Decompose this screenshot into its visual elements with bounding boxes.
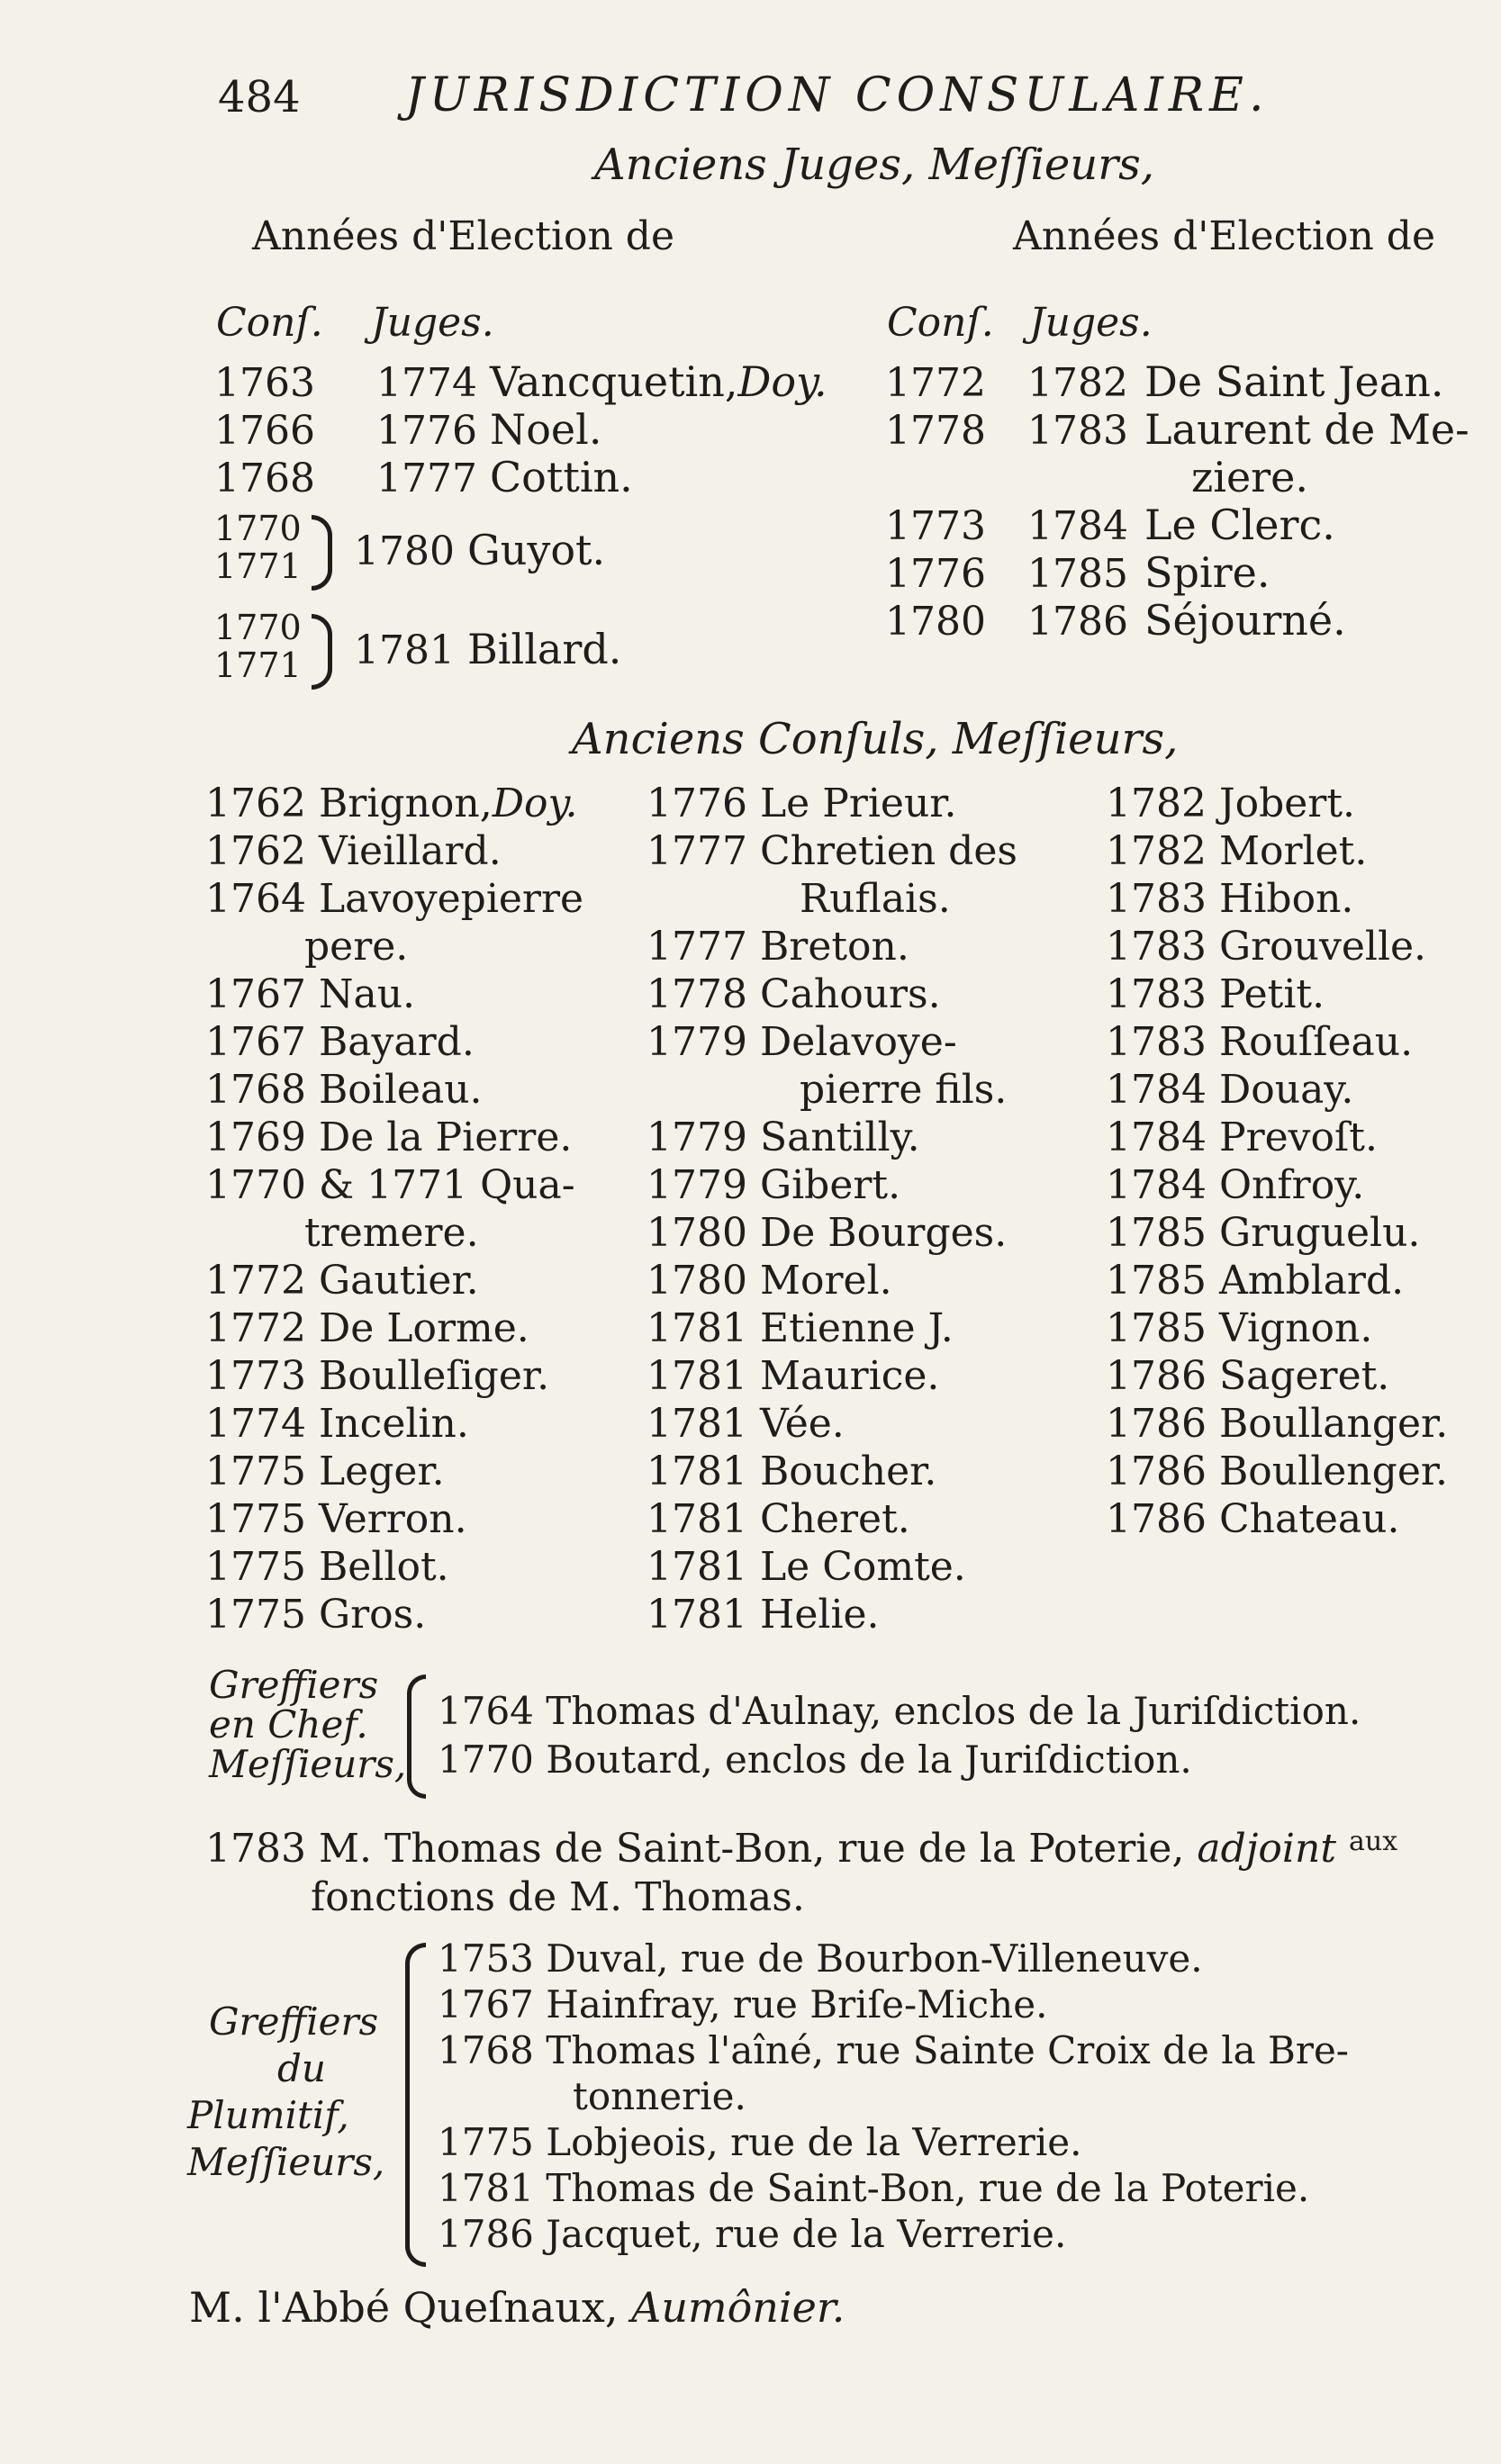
conf-year: 1771 [214,645,302,685]
conf-year: 1766 [214,408,315,454]
greffier-entry: tonnerie. [573,2074,746,2118]
juge-name: Spire. [1144,548,1270,597]
juge-year: 1781 [354,627,455,673]
consul-entry: 1781 Vée. [647,1401,845,1447]
consul-entry: 1783 Rouſſeau. [1106,1019,1414,1065]
juges-row [214,358,827,406]
consul-entry: 1785 Gruguelu. [1106,1210,1421,1256]
greffiers-chef-entries [438,1687,1361,1784]
juge-name: De Saint Jean. [1144,357,1444,406]
greffiers-plumitif-brace [405,1943,426,2267]
consul-entry: 1781 Cheret. [647,1496,910,1542]
juge-year: 1784 [1027,503,1128,549]
juge-name: Le Clerc. [1144,501,1335,549]
conf-year: 1773 [885,503,986,549]
consul-entry: pierre fils. [800,1067,1008,1113]
consul-entry: 1772 Gautier. [205,1258,479,1304]
conf-year: 1770 [214,509,302,548]
juges-row [885,406,1469,454]
greffier-entry: 1768 Thomas l'aîné, rue Sainte Croix de la Bre- [438,2028,1349,2072]
running-title: JURISDICTION CONSULAIRE. [405,68,1270,122]
consul-entry: 1786 Chateau. [1106,1496,1400,1542]
consul-entry: 1775 Verron. [205,1496,467,1542]
adjoint-line-2: fonctions de M. Thomas. [311,1874,805,1920]
adjoint-line-1: 1783 M. Thomas de Saint-Bon, rue de la Poterie, adjoint $^{aux}$ [205,1826,1398,1872]
consul-entry: 1785 Amblard. [1106,1258,1405,1304]
brace-row-2 [354,625,621,673]
greffiers-plumitif-entries [438,1936,1349,2257]
consul-entry: 1776 Le Prieur. [647,781,957,826]
juge-year: 1777 [375,456,477,501]
consul-entry: 1780 De Bourges. [647,1210,1008,1256]
left-annees-heading: Années d'Election de [252,213,675,259]
greffier-entry: 1781 Thomas de Saint-Bon, rue de la Poterie. [438,2166,1310,2210]
greffier-entry: 1764 Thomas d'Aulnay, enclos de la Juriſdiction. [438,1689,1361,1733]
consul-entry: 1777 Chretien des [647,828,1017,874]
left-juges-list [214,358,827,501]
consul-entry: 1777 Breton. [647,924,909,970]
consul-entry: 1773 Boulleſiger. [205,1353,550,1399]
juge-year: 1786 [1027,599,1128,645]
right-juges-list [885,358,1469,645]
consul-entry: 1786 Boullanger. [1106,1401,1449,1447]
consul-entry: tremere. [304,1210,479,1256]
consul-entry: 1783 Hibon. [1106,876,1354,922]
consul-entry: 1779 Delavoye- [647,1019,957,1065]
consul-entry: 1784 Onfroy. [1106,1162,1365,1208]
juge-year: 1782 [1027,360,1128,406]
juge-name: Guyot. [466,526,606,574]
consuls-column-1 [205,780,583,1638]
juges-row [885,454,1469,501]
juges-row [885,597,1469,645]
consul-entry: 1786 Sageret. [1106,1353,1390,1399]
left-juges-label: Juges. [371,300,494,346]
greffier-entry: 1775 Lobjeois, rue de la Verrerie. [438,2120,1082,2164]
conf-year: 1776 [885,551,986,597]
juges-row [214,406,827,454]
page-number: 484 [218,72,301,122]
consul-entry: pere. [304,924,409,970]
consul-entry: 1762 Vieillard. [205,828,502,874]
juges-row [885,358,1469,406]
greffier-entry: 1786 Jacquet, rue de la Verrerie. [438,2212,1067,2256]
consul-entry: 1770 & 1771 Qua- [205,1162,575,1208]
consul-entry: 1781 Etienne J. [647,1305,954,1351]
juge-year: 1780 [354,528,455,574]
consul-entry: 1775 Leger. [205,1449,445,1494]
juge-name: Noel. [489,405,602,454]
consul-entry: 1768 Boileau. [205,1067,483,1113]
consul-entry: 1784 Douay. [1106,1067,1354,1113]
consul-entry: 1767 Bayard. [205,1019,475,1065]
juge-year: 1783 [1027,408,1128,454]
conf-year: 1763 [214,360,315,406]
consul-entry: 1769 De la Pierre. [205,1115,573,1160]
juge-year: 1785 [1027,551,1128,597]
conf-year: 1771 [214,546,302,586]
consul-entry: 1780 Morel. [647,1258,892,1304]
juge-year: 1776 [375,408,477,454]
juge-name: Séjourné. [1144,596,1346,645]
greffier-entry: 1770 Boutard, enclos de la Juriſdiction. [438,1737,1192,1782]
consul-entry: 1767 Nau. [205,971,416,1017]
juges-heading: Anciens Juges, Meſſieurs, [594,140,1155,190]
right-conf-label: Conſ. [887,300,994,346]
doyen-suffix: Doy. [492,781,578,826]
conf-year: 1768 [214,456,315,501]
brace-1 [312,515,332,591]
greffiers-chef-label: Greffiers en Chef. Meſſieurs, [209,1663,407,1786]
conf-year: 1772 [885,360,986,406]
conf-year: 1780 [885,599,986,645]
juge-name: Vancquetin, [489,357,738,406]
juge-name: Laurent de Me- [1144,405,1469,454]
greffiers-plumitif-label: Greffiers du Plumitif, Meſſieurs, [187,1999,385,2184]
juges-row [885,501,1469,549]
consuls-column-3 [1106,780,1448,1543]
consul-entry: 1785 Vignon. [1106,1305,1373,1351]
consul-entry: Ruflais. [800,876,951,922]
consul-entry: 1781 Le Comte. [647,1544,966,1590]
consul-entry: 1775 Bellot. [205,1544,449,1590]
right-annees-heading: Années d'Election de [1013,213,1436,259]
juge-name: Billard. [466,625,622,673]
greffier-entry: 1767 Hainfray, rue Briſe-Miche. [438,1982,1048,2026]
consul-entry: 1782 Jobert. [1106,781,1355,826]
consul-entry: 1762 Brignon,Doy. [205,781,578,826]
consul-entry: 1786 Boullenger. [1106,1449,1449,1494]
conf-year: 1778 [885,408,986,454]
consuls-column-2 [647,780,1017,1638]
consul-entry: 1774 Incelin. [205,1401,469,1447]
consul-entry: 1772 De Lorme. [205,1305,529,1351]
juges-row [885,549,1469,597]
conf-year: 1770 [214,608,302,647]
greffier-entry: 1753 Duval, rue de Bourbon-Villeneuve. [438,1936,1203,1981]
consuls-heading: Anciens Conſuls, Meſſieurs, [572,714,1179,764]
greffiers-chef-brace [407,1674,426,1799]
consul-entry: 1781 Maurice. [647,1353,940,1399]
brace-row-1 [354,526,605,574]
brace-row-2-conf [214,609,302,684]
consul-entry: 1775 Gros. [205,1592,427,1638]
juge-name: ziere. [1191,453,1309,501]
doyen-suffix: Doy. [737,357,827,406]
consul-entry: 1784 Prevoſt. [1106,1115,1378,1160]
consul-entry: 1782 Morlet. [1106,828,1368,874]
juges-row [214,454,827,501]
juge-name: Cottin. [489,453,633,501]
left-conf-label: Conſ. [216,300,323,346]
consul-entry: 1779 Gibert. [647,1162,901,1208]
consul-entry: 1778 Cahours. [647,971,941,1017]
consul-entry: 1764 Lavoyepierre [205,876,584,922]
consul-entry: 1783 Grouvelle. [1106,924,1427,970]
brace-2 [312,614,332,690]
consul-entry: 1779 Santilly. [647,1115,920,1160]
brace-row-1-conf [214,510,302,585]
consul-entry: 1783 Petit. [1106,971,1325,1017]
right-juges-label: Juges. [1029,300,1153,346]
consul-entry: 1781 Boucher. [647,1449,937,1494]
aumonier-line: M. l'Abbé Queſnaux, Aumônier. [189,2283,845,2332]
consul-entry: 1781 Helie. [647,1592,880,1638]
juge-year: 1774 [375,360,477,406]
